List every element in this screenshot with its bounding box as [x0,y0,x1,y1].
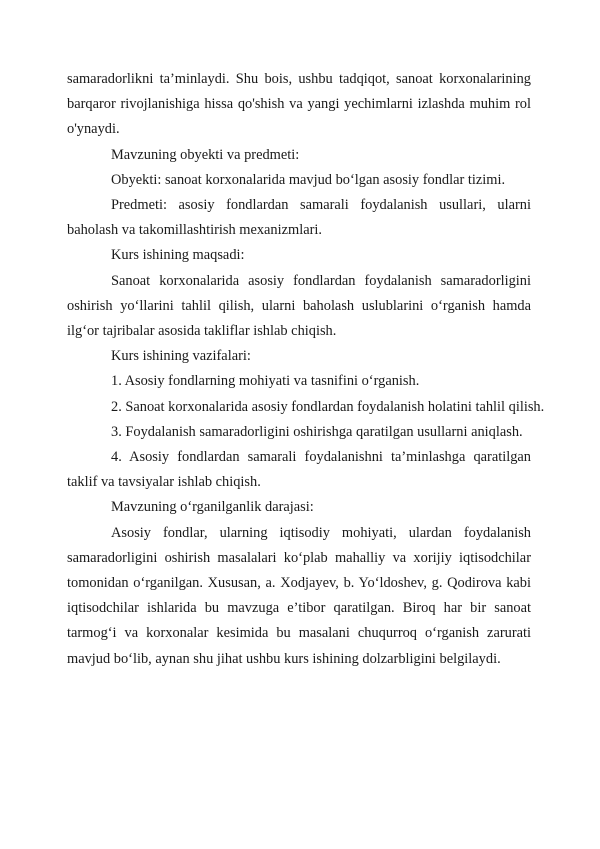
page-body [67,67,545,672]
task-item: 1. Asosiy fondlarning mohiyati va tasnifini o‘rganish. [111,373,420,390]
study-paragraph: Asosiy fondlar, ularning iqtisodiy mohiyati, ulardan foydalanish samaradorligini oshirish masalalari ko‘plab mahalliy va xorijiy iqtisodchilar tomonidan o‘rganilgan. Xususan, a. Xodjayev, b. Yo‘ldoshev, g. Qodirova kabi iqtisodchilar ishlarida bu mavzuga e’tibor qaratilgan. Biroq har bir sanoat tarmog‘i va korxonalar kesimida bu masalani chuqurroq o‘rganish zarurati mavjud bo‘lib, aynan shu jihat ushbu kurs ishining dolzarbligini belgilaydi. [67,524,531,667]
task-item: 4. Asosiy fondlardan samarali foydalanishni ta’minlashga qaratilgan taklif va tavsiyalar ishlab chiqish. [67,449,531,491]
object-paragraph: Obyekti: sanoat korxonalarida mavjud bo‘lgan asosiy fondlar tizimi. [111,171,506,188]
tasks-heading: Kurs ishining vazifalari: [111,348,251,365]
object-heading: Mavzuning obyekti va predmeti: [111,146,300,163]
goal-paragraph: Sanoat korxonalarida asosiy fondlardan foydalanish samaradorligini oshirish yo‘llarini tahlil qilish, ularni baholash uslublarini o‘rganish hamda ilg‘or tajribalar asosida takliflar ishlab chiqish. [67,272,531,340]
subject-paragraph: Predmeti: asosiy fondlardan samarali foydalanish usullari, ularni baholash va takomillashtirish mexanizmlari. [67,197,531,239]
continuation-paragraph: samaradorlikni ta’minlaydi. Shu bois, ushbu tadqiqot, sanoat korxonalarining barqaror rivojlanishiga hissa qo'shish va yangi yechimlarni izlashda muhim rol o'ynaydi. [67,71,531,138]
goal-heading: Kurs ishining maqsadi: [111,247,245,264]
task-item: 2. Sanoat korxonalarida asosiy fondlardan foydalanish holatini tahlil qilish. [111,398,545,415]
study-heading: Mavzuning o‘rganilganlik darajasi: [111,499,314,516]
task-item: 3. Foydalanish samaradorligini oshirishga qaratilgan usullarni aniqlash. [111,423,523,440]
